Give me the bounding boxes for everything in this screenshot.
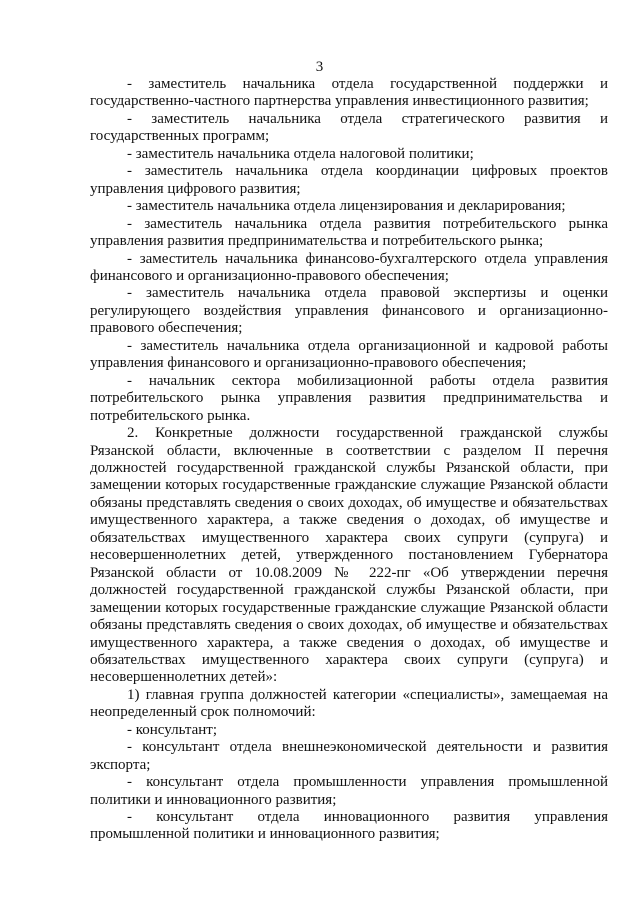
paragraph: - консультант отдела промышленности управления промышленной политики и инновационного развития; [90,774,608,808]
paragraph: - консультант отдела внешнеэкономической деятельности и развития экспорта; [90,739,608,773]
paragraph: 2. Конкретные должности государственной гражданской службы Рязанской области, включенные в соответствии с разделом II перечня должностей государственной гражданской службы Рязанской области, при замещении которых государственные гражданские служащие Рязанской области обязаны представлять сведения о своих доходах, об имуществе и обязательствах имущественного характера, а также сведения о доходах, об имуществе и обязательствах имущественного характера своих супруги (супруга) и несовершеннолетних детей, утвержденного постановлением Губернатора Рязанской области от 10.08.2009 № 222-пг «Об утверждении перечня должностей государственной гражданской службы Рязанской области, при замещении которых государственные гражданские служащие Рязанской области обязаны представлять сведения о своих доходах, об имуществе и обязательствах имущественного характера, а также сведения о доходах, об имуществе и обязательствах имущественного характера своих супруги (супруга) и несовершеннолетних детей»: [90,425,608,686]
paragraph: - заместитель начальника отдела стратегического развития и государственных программ; [90,110,608,145]
document-body [90,76,608,844]
paragraph: - заместитель начальника отдела налоговой политики; [127,145,474,162]
paragraph: - заместитель начальника финансово-бухгалтерского отдела управления финансового и организационно-правового обеспечения; [90,250,608,284]
paragraph: - заместитель начальника отдела правовой экспертизы и оценки регулирующего воздействия управления финансового и организационно-правового обеспечения; [90,285,608,337]
paragraph: - заместитель начальника отдела координации цифровых проектов управления цифрового развития; [90,163,608,197]
paragraph: - начальник сектора мобилизационной работы отдела развития потребительского рынка управления развития предпринимательства и потребительского рынка. [90,372,608,424]
paragraph: 1) главная группа должностей категории «специалисты», замещаемая на неопределенный срок полномочий: [90,686,608,721]
paragraph: - заместитель начальника отдела развития потребительского рынка управления развития предпринимательства и потребительского рынка; [90,215,608,250]
paragraph: - консультант; [127,721,217,738]
page-number: 3 [315,59,324,75]
paragraph: - заместитель начальника отдела организационной и кадровой работы управления финансового и организационно-правового обеспечения; [90,337,608,372]
paragraph: - заместитель начальника отдела лицензирования и декларирования; [127,198,566,215]
paragraph: - консультант отдела инновационного развития управления промышленной политики и инновационного развития; [90,809,608,843]
paragraph: - заместитель начальника отдела государственной поддержки и государственно-частного партнерства управления инвестиционного развития; [90,76,608,110]
